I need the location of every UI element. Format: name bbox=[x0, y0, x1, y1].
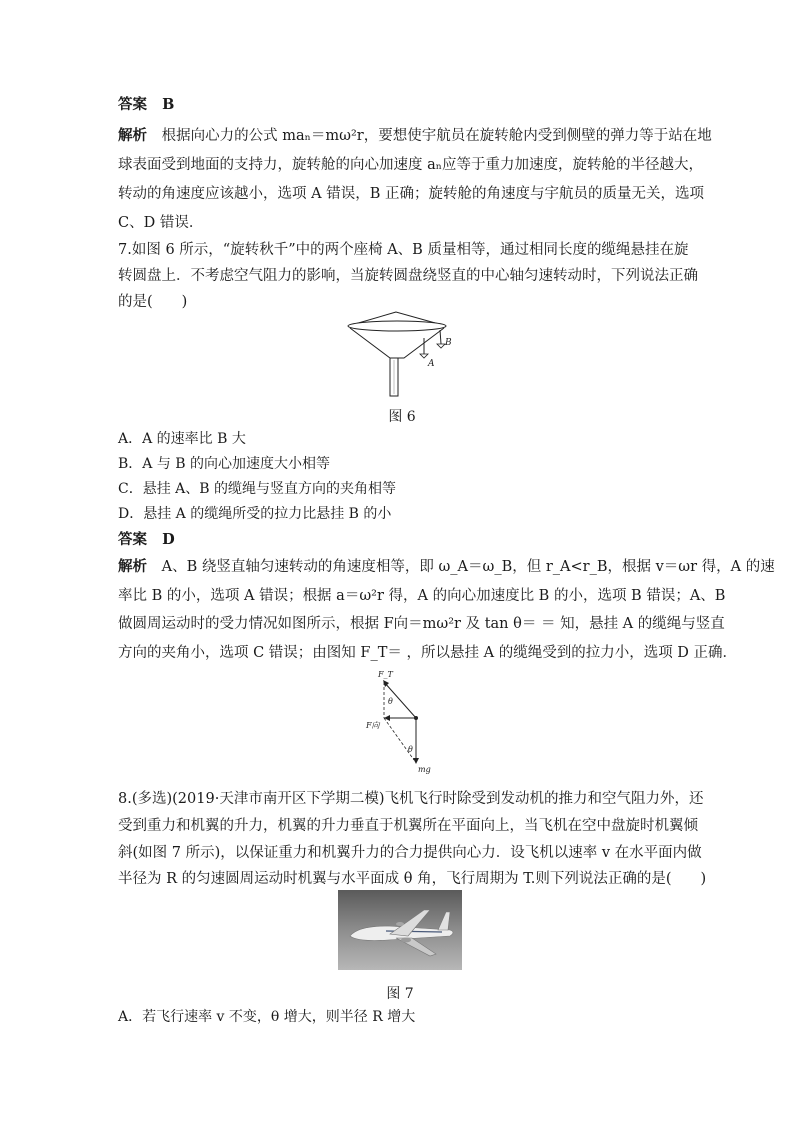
q7-line-1: 7.如图 6 所示，“旋转秋千”中的两个座椅 A、B 质量相等，通过相同长度的缆绳悬挂在旋 bbox=[118, 242, 689, 258]
analysis1-line-1 bbox=[118, 126, 712, 146]
analysis2-line-1 bbox=[118, 557, 775, 577]
figure-7-caption: 图 7 bbox=[386, 986, 414, 1002]
analysis-label: 解析 bbox=[118, 127, 147, 144]
analysis-text: 根据向心力的公式 maₙ＝mω²r，要想使宇航员在旋转舱内受到侧壁的弹力等于站在地 bbox=[161, 128, 712, 144]
force-label-fxiang: F向 bbox=[366, 721, 380, 730]
answer-line-1 bbox=[118, 95, 174, 115]
figure-6-rotating-swing bbox=[338, 308, 468, 398]
q7-line-2: 转圆盘上．不考虑空气阻力的影响，当旋转圆盘绕竖直的中心轴匀速转动时，下列说法正确 bbox=[118, 268, 698, 284]
force-label-ft: F_T bbox=[378, 670, 393, 679]
analysis1-line-3: 转动的角速度应该越小，选项 A 错误，B 正确；旋转舱的角速度与宇航员的质量无关，选项 bbox=[118, 186, 704, 202]
analysis1-line-4: C、D 错误． bbox=[118, 215, 204, 231]
answer-label: 答案 bbox=[118, 96, 147, 113]
angle-label-1: θ bbox=[388, 697, 393, 706]
figure-6-caption: 图 6 bbox=[388, 409, 416, 425]
force-diagram bbox=[360, 668, 440, 774]
q7-line-3: 的是( ) bbox=[118, 294, 188, 310]
answer-value: D bbox=[162, 531, 175, 548]
figure-7-airplane-photo bbox=[338, 890, 462, 970]
q7-option-a: A．A 的速率比 B 大 bbox=[118, 431, 246, 447]
q8-line-2: 受到重力和机翼的升力，机翼的升力垂直于机翼所在平面向上，当飞机在空中盘旋时机翼倾 bbox=[118, 818, 698, 834]
seat-label-A: A bbox=[428, 359, 435, 369]
answer-value: B bbox=[162, 96, 175, 113]
q8-line-3: 斜(如图 7 所示)，以保证重力和机翼升力的合力提供向心力．设飞机以速率 v 在水平面内做 bbox=[118, 845, 702, 861]
force-label-mg: mg bbox=[418, 765, 431, 774]
answer-label: 答案 bbox=[118, 531, 147, 548]
analysis-label: 解析 bbox=[118, 558, 147, 575]
q8-option-a: A．若飞行速率 v 不变，θ 增大，则半径 R 增大 bbox=[118, 1009, 416, 1025]
analysis2-line-4: 方向的夹角小，选项 C 错误；由图知 F_T＝ ，所以悬挂 A 的缆绳受到的拉力小，选项 D 正确． bbox=[118, 645, 738, 661]
q8-line-1: 8.(多选)(2019·天津市南开区下学期二模)飞机飞行时除受到发动机的推力和空气阻力外，还 bbox=[118, 791, 704, 807]
answer-line-2 bbox=[118, 530, 175, 550]
q7-option-d: D．悬挂 A 的缆绳所受的拉力比悬挂 B 的小 bbox=[118, 506, 392, 522]
q7-option-b: B．A 与 B 的向心加速度大小相等 bbox=[118, 456, 331, 472]
q8-line-4: 半径为 R 的匀速圆周运动时机翼与水平面成 θ 角，飞行周期为 T.则下列说法正确的是( ) bbox=[118, 871, 707, 887]
analysis1-line-2: 球表面受到地面的支持力，旋转舱的向心加速度 aₙ应等于重力加速度，旋转舱的半径越大， bbox=[118, 157, 704, 173]
analysis2-line-3: 做圆周运动时的受力情况如图所示，根据 F向＝mω²r 及 tan θ＝ ＝ 知，悬挂 A 的缆绳与竖直 bbox=[118, 616, 725, 632]
angle-label-2: θ bbox=[408, 745, 413, 754]
seat-label-B: B bbox=[445, 338, 452, 348]
analysis2-line-2: 率比 B 的小，选项 A 错误；根据 a＝ω²r 得，A 的向心加速度比 B 的小，选项 B 错误；A、B bbox=[118, 588, 726, 604]
analysis-text: A、B 绕竖直轴匀速转动的角速度相等，即 ω_A＝ω_B，但 r_A<r_B，根据 v＝ωr 得，A 的速 bbox=[161, 559, 775, 575]
q7-option-c: C．悬挂 A、B 的缆绳与竖直方向的夹角相等 bbox=[118, 481, 397, 497]
